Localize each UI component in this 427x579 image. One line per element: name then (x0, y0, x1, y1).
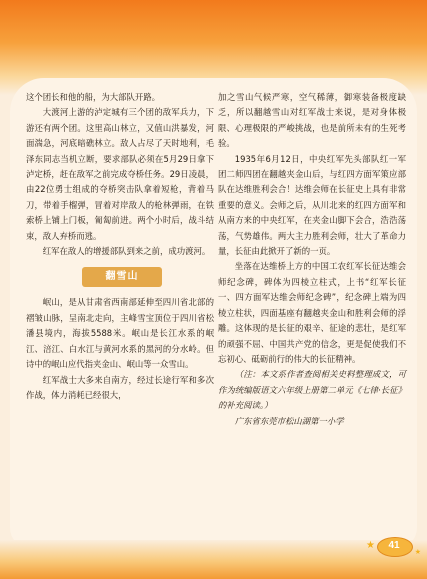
star-icon: ★ (414, 548, 421, 556)
paragraph: 1935年6月12日，中央红军先头部队红一军团二师四团在翻越夹金山后，与红四方面军策应部队在达维胜利会合！达维会师在长征史上具有非常重要的意义。会师之后，从川北来的红四方面军和从南方来的中央红军，在夹金山脚下会合，浩浩荡荡，气势雄伟。两大主力胜利会师，壮大了革命力量，长征由此掀开了新的一页。 (218, 153, 406, 257)
paragraph: 这个团长和他的船，为大部队开路。 (26, 92, 160, 102)
paragraph: 大渡河上游的泸定城有三个团的敌军兵力，下游还有两个团。这里高山林立，又值山洪暴发，河面湍急，河底暗礁林立。敌人占尽了天时地利，毛泽东同志当机立断，要求部队必须在5月29日拿下泸定桥，赶在敌军之前完成夺桥任务。29日凌晨，由22位勇士组成的夺桥突击队拿着短枪，背着马刀，带着手榴弹，冒着对岸敌人的枪林弹雨，在铁索桥上铺上门板，匍匐前进。两个小时后，战斗结束，敌人弃桥而逃。 (26, 107, 214, 241)
paragraph: 红军战士大多来自南方，经过长途行军和多次作战，体力消耗已经很大， (26, 374, 214, 400)
author-note: （注：本文系作者查阅相关史料整理成文，可作为统编版语文六年级上册第二单元《七律·长征》的补充阅读。） (218, 369, 406, 411)
author-school: 广东省东莞市松山湖第一小学 (234, 415, 344, 426)
paragraph: 岷山，是从甘肃省西南部延伸至四川省北部的褶皱山脉，呈南北走向，主峰雪宝顶位于四川省松潘县境内，海拔5588米。岷山是长江水系的岷江、涪江、白水江与黄河水系的黑河的分水岭。但诗中的岷山应代指夹金山、岷山等一众雪山。 (26, 297, 214, 370)
right-column (218, 90, 406, 429)
star-icon: ★ (366, 540, 375, 551)
paragraph: 加之雪山气候严寒，空气稀薄，御寒装备极度缺乏，所以翻越雪山对红军战士来说，是对身体极限、心理极限的严峻挑战，也是前所未有的生死考验。 (218, 92, 406, 149)
paragraph: 坐落在达维桥上方的中国工农红军长征达维会师纪念碑，碑体为四棱立柱式，上书“红军长征一、四方面军达维会师纪念碑”，纪念碑上端为四棱立柱状，四面基座有翻越夹金山和胜利会师的浮雕。这体现的是长征的艰辛、征途的悲壮，是红军的顽强不屈、中国共产党的信念，更是促使我们不忘初心、砥砺前行的伟大的长征精神。 (218, 261, 406, 364)
paragraph: 红军在敌人的增援部队到来之前，成功渡河。 (42, 246, 211, 257)
page-number: 41 (388, 540, 400, 551)
left-column (26, 90, 214, 403)
section-title: 翻雪山 (82, 267, 162, 287)
page-number-badge (377, 535, 413, 557)
footer-background (0, 540, 427, 579)
